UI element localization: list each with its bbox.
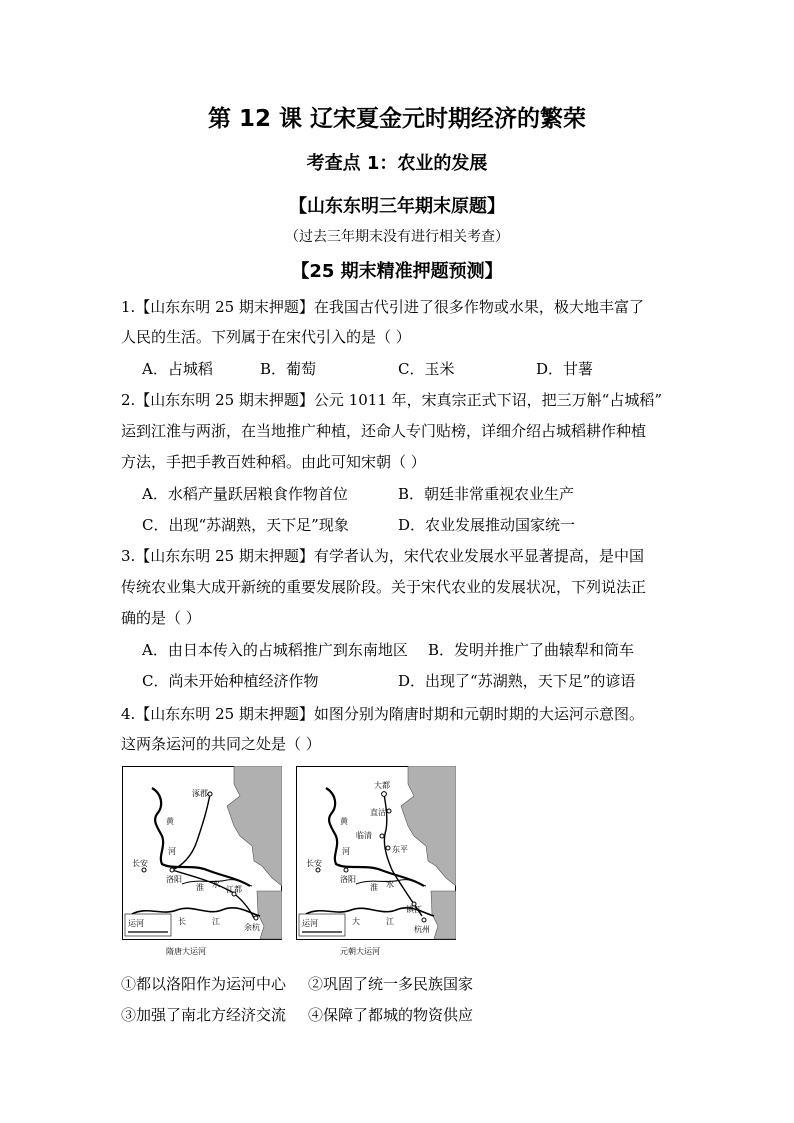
river-label-jiang: 江 <box>212 917 220 926</box>
river-label-he: 河 <box>168 847 176 856</box>
q3-option-a: A．由日本传入的占城稻推广到东南地区 <box>142 641 408 659</box>
label-linqing: 临清 <box>356 831 372 840</box>
legend-label: 运河 <box>128 919 144 928</box>
city-marker-luoyang <box>344 868 348 872</box>
map-caption: 元朝大运河 <box>340 947 380 956</box>
map-caption: 隋唐大运河 <box>166 947 206 956</box>
yuan-canal-map <box>296 766 456 961</box>
q2-stem-line1: 2.【山东东明 25 期末押题】公元 1011 年，宋真宗正式下诏，把三万斛“占城稻” <box>121 391 662 409</box>
q4-statement-2: ②巩固了统一多民族国家 <box>308 975 474 993</box>
river-label-huang: 黄 <box>166 817 174 826</box>
river-label-jiang: 江 <box>386 917 394 926</box>
topic-subtitle: 考查点 1：农业的发展 <box>306 153 488 174</box>
q4-stem-line2: 这两条运河的共同之处是（ ） <box>121 735 321 753</box>
label-luoyang: 洛阳 <box>340 875 356 884</box>
q3-stem-line1: 3.【山东东明 25 期末押题】有学者认为，宋代农业发展水平显著提高，是中国 <box>121 547 644 565</box>
city-marker-luoyang <box>170 868 174 872</box>
city-marker-dongping <box>386 846 390 850</box>
city-marker-dadu <box>382 792 387 797</box>
label-hangzhou: 杭州 <box>414 925 430 934</box>
label-luoyang: 洛阳 <box>166 875 182 884</box>
river-label-huang: 黄 <box>340 817 348 826</box>
q2-option-c: C．出现“苏湖熟，天下足”现象 <box>142 516 349 534</box>
label-changan: 长安 <box>132 859 148 868</box>
river-label-chang: 长 <box>178 917 186 926</box>
river-label-shui: 水 <box>212 880 220 889</box>
q1-stem-line1: 1.【山东东明 25 期末押题】在我国古代引进了很多作物或水果，极大地丰富了 <box>121 298 644 316</box>
city-marker-linqing <box>380 834 384 838</box>
river-label-shui: 水 <box>386 880 394 889</box>
q1-option-c: C．玉米 <box>398 360 455 378</box>
lesson-title: 第 12 课 辽宋夏金元时期经济的繁荣 <box>207 106 587 132</box>
label-zhigu: 直沽 <box>370 808 386 817</box>
q3-option-d: D．出现了“苏湖熟，天下足”的谚语 <box>398 672 636 690</box>
q3-stem-line3: 确的是（ ） <box>121 609 201 627</box>
label-zhuojun: 涿郡 <box>192 789 208 798</box>
city-marker-zhigu <box>387 809 391 813</box>
yuan-map-svg <box>296 766 456 961</box>
city-marker-hangzhou <box>422 918 426 922</box>
past-exams-note: （过去三年期末没有进行相关考查） <box>285 229 509 245</box>
section-heading-predictions: 【25 期末精准押题预测】 <box>291 261 503 282</box>
q3-option-b: B．发明并推广了曲辕犁和筒车 <box>428 641 635 659</box>
q1-stem-line2: 人民的生活。下列属于在宋代引入的是（ ） <box>121 328 411 346</box>
q1-option-b: B．葡萄 <box>260 360 317 378</box>
q4-statement-4: ④保障了都城的物资供应 <box>308 1006 474 1024</box>
label-yuhang: 余杭 <box>244 923 260 932</box>
river-label-huai: 淮 <box>196 883 204 892</box>
sui-tang-map-svg <box>122 766 282 961</box>
q2-stem-line3: 方法，手把手教百姓种稻。由此可知宋朝（ ） <box>121 453 426 471</box>
q2-stem-line2: 运到江淮与两浙，在当地推广种植，还命人专门贴榜，详细介绍占城稻耕作种植 <box>121 422 647 440</box>
label-changan: 长安 <box>306 859 322 868</box>
city-marker-changan <box>316 868 320 872</box>
legend-label: 运河 <box>302 919 318 928</box>
q3-option-c: C．尚未开始种植经济作物 <box>142 672 319 690</box>
label-jiangdu: 江都 <box>226 885 242 894</box>
q4-statement-3: ③加强了南北方经济交流 <box>121 1006 287 1024</box>
sui-tang-canal-map <box>122 766 282 961</box>
q2-option-a: A．水稻产量跃居粮食作物首位 <box>142 485 348 503</box>
river-label-huai: 淮 <box>370 883 378 892</box>
label-zhenjiang: 镇江 <box>406 905 422 914</box>
city-marker-yuhang <box>254 916 258 920</box>
q2-option-b: B．朝廷非常重视农业生产 <box>398 485 575 503</box>
label-dongping: 东平 <box>392 845 408 854</box>
q4-stem-line1: 4.【山东东明 25 期末押题】如图分别为隋唐时期和元朝时期的大运河示意图。 <box>121 705 644 723</box>
river-label-he: 河 <box>342 847 350 856</box>
q2-option-d: D．农业发展推动国家统一 <box>398 516 576 534</box>
river-label-da: 大 <box>352 917 360 926</box>
section-heading-past-exams: 【山东东明三年期末原题】 <box>289 196 505 217</box>
label-dadu: 大都 <box>374 781 390 790</box>
q1-option-d: D．甘薯 <box>536 360 594 378</box>
q4-statement-1: ①都以洛阳作为运河中心 <box>121 975 287 993</box>
city-marker-changan <box>142 868 146 872</box>
q1-option-a: A．占城稻 <box>142 360 213 378</box>
city-marker-zhuojun <box>208 792 212 796</box>
q3-stem-line2: 传统农业集大成开新统的重要发展阶段。关于宋代农业的发展状况，下列说法正 <box>121 578 647 596</box>
